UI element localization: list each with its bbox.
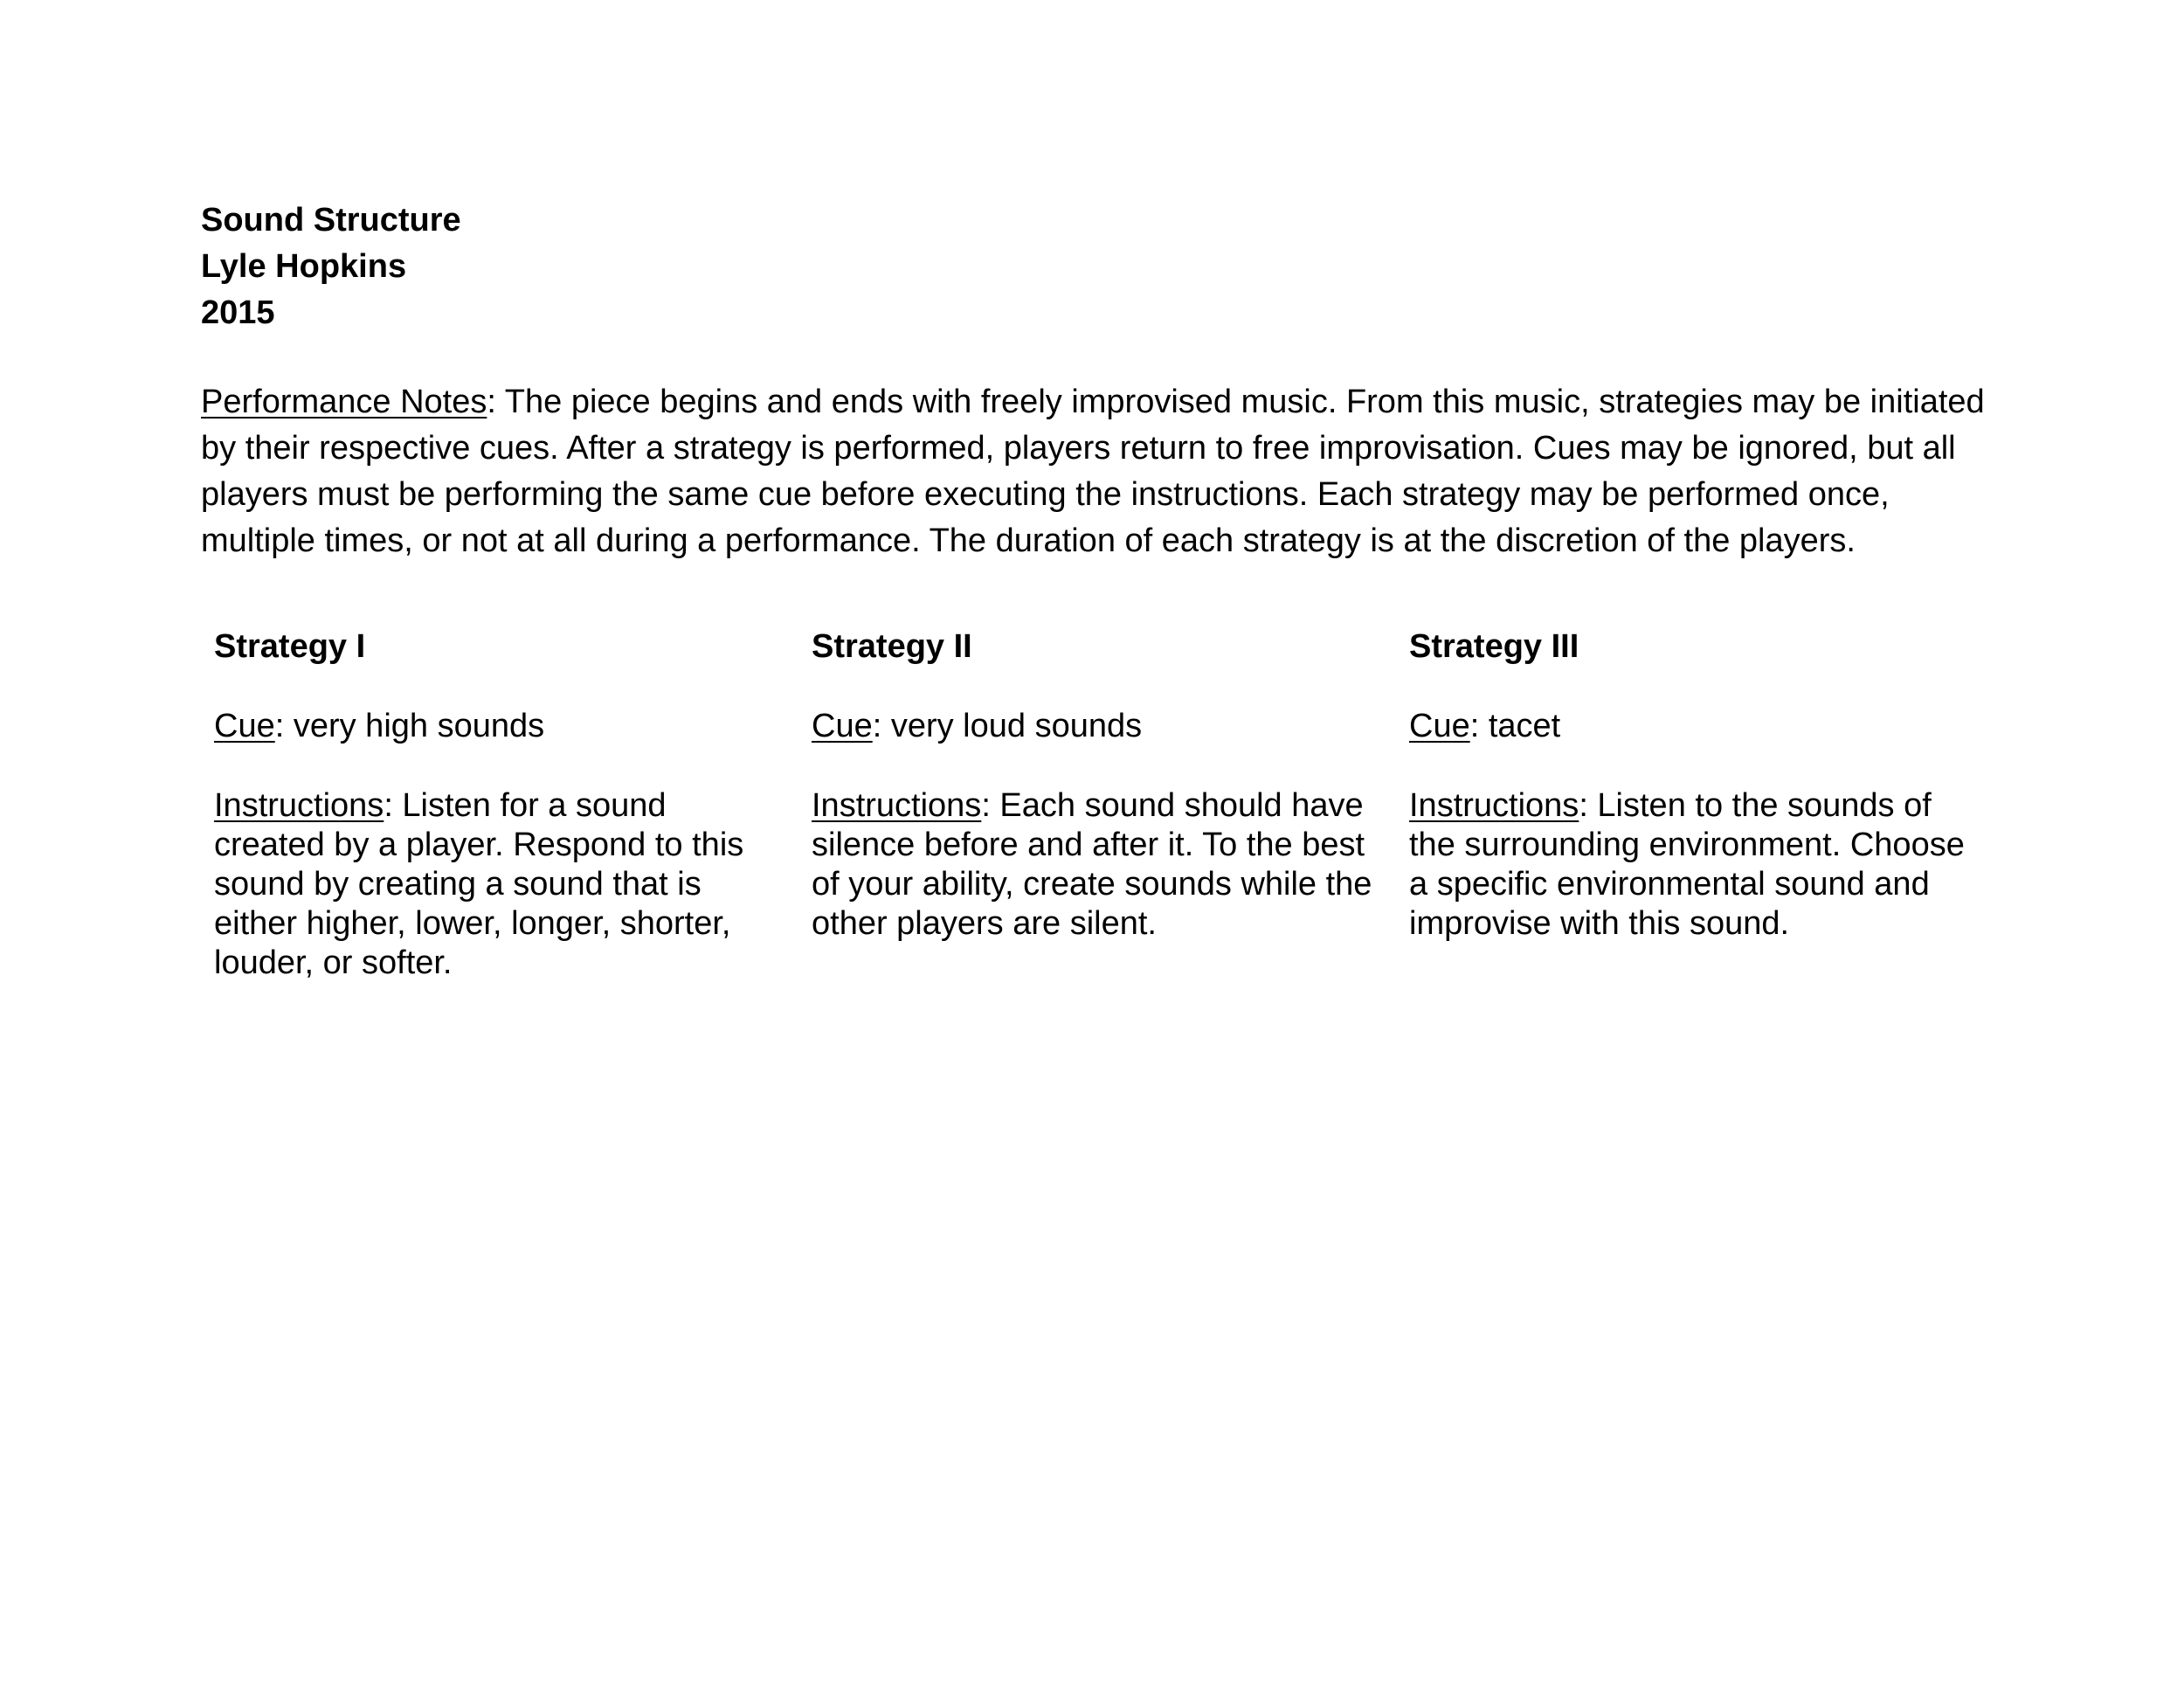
instructions-line (1409, 786, 1994, 826)
strategy-1-column (214, 627, 799, 983)
instructions-line: louder, or softer. (214, 944, 453, 981)
instructions-text: : Listen for a sound (384, 787, 667, 824)
strategy-3-title: Strategy III (1409, 628, 1579, 665)
strategy-2-column (812, 627, 1397, 944)
strategy-3-column (1409, 627, 1994, 944)
strategy-1-instructions (214, 786, 799, 983)
strategy-3-cue (1409, 707, 1994, 746)
instructions-text: : Each sound should have (981, 787, 1364, 824)
instructions-label: Instructions (214, 787, 384, 824)
instructions-line: sound by creating a sound that is (214, 866, 702, 903)
document-author: Lyle Hopkins (201, 248, 407, 285)
performance-notes-text: The piece begins and ends with freely improvised music. From this music, strategies may be initiated (495, 384, 1985, 420)
performance-notes-line: by their respective cues. After a strategy is performed, players return to free improvisation. Cues may be ignored, but all (201, 430, 1956, 467)
instructions-label: Instructions (1409, 787, 1579, 824)
instructions-line (812, 786, 1397, 826)
strategy-1-cue (214, 707, 799, 746)
strategy-2-title: Strategy II (812, 628, 972, 665)
instructions-line: created by a player. Respond to this (214, 827, 744, 863)
performance-notes-label: Performance Notes (201, 384, 487, 420)
strategy-3-instructions (1409, 786, 1994, 944)
instructions-line: of your ability, create sounds while the (812, 866, 1372, 903)
cue-text: : very high sounds (274, 708, 545, 744)
performance-notes-line (201, 379, 2018, 425)
cue-text: : tacet (1469, 708, 1561, 744)
document-header (201, 197, 1599, 336)
instructions-label: Instructions (812, 787, 982, 824)
strategy-1-title: Strategy I (214, 628, 366, 665)
document-title: Sound Structure (201, 202, 461, 239)
instructions-line: silence before and after it. To the best (812, 827, 1365, 863)
document-year: 2015 (201, 294, 275, 331)
strategy-2-instructions (812, 786, 1397, 944)
performance-notes (201, 379, 2018, 564)
instructions-line: either higher, lower, longer, shorter, (214, 905, 731, 942)
instructions-line: a specific environmental sound and (1409, 866, 1930, 903)
performance-notes-separator: : (487, 384, 496, 420)
cue-label: Cue (1409, 708, 1470, 744)
performance-notes-line: players must be performing the same cue before executing the instructions. Each strategy may be performed once, (201, 476, 1890, 513)
instructions-line: other players are silent. (812, 905, 1157, 942)
instructions-text: : Listen to the sounds of (1579, 787, 1932, 824)
performance-notes-line: multiple times, or not at all during a performance. The duration of each strategy is at the discretion of the players. (201, 522, 1856, 559)
strategy-2-cue (812, 707, 1397, 746)
instructions-line: the surrounding environment. Choose (1409, 827, 1965, 863)
cue-label: Cue (812, 708, 873, 744)
cue-label: Cue (214, 708, 275, 744)
cue-text: : very loud sounds (872, 708, 1143, 744)
instructions-line (214, 786, 799, 826)
instructions-line: improvise with this sound. (1409, 905, 1790, 942)
